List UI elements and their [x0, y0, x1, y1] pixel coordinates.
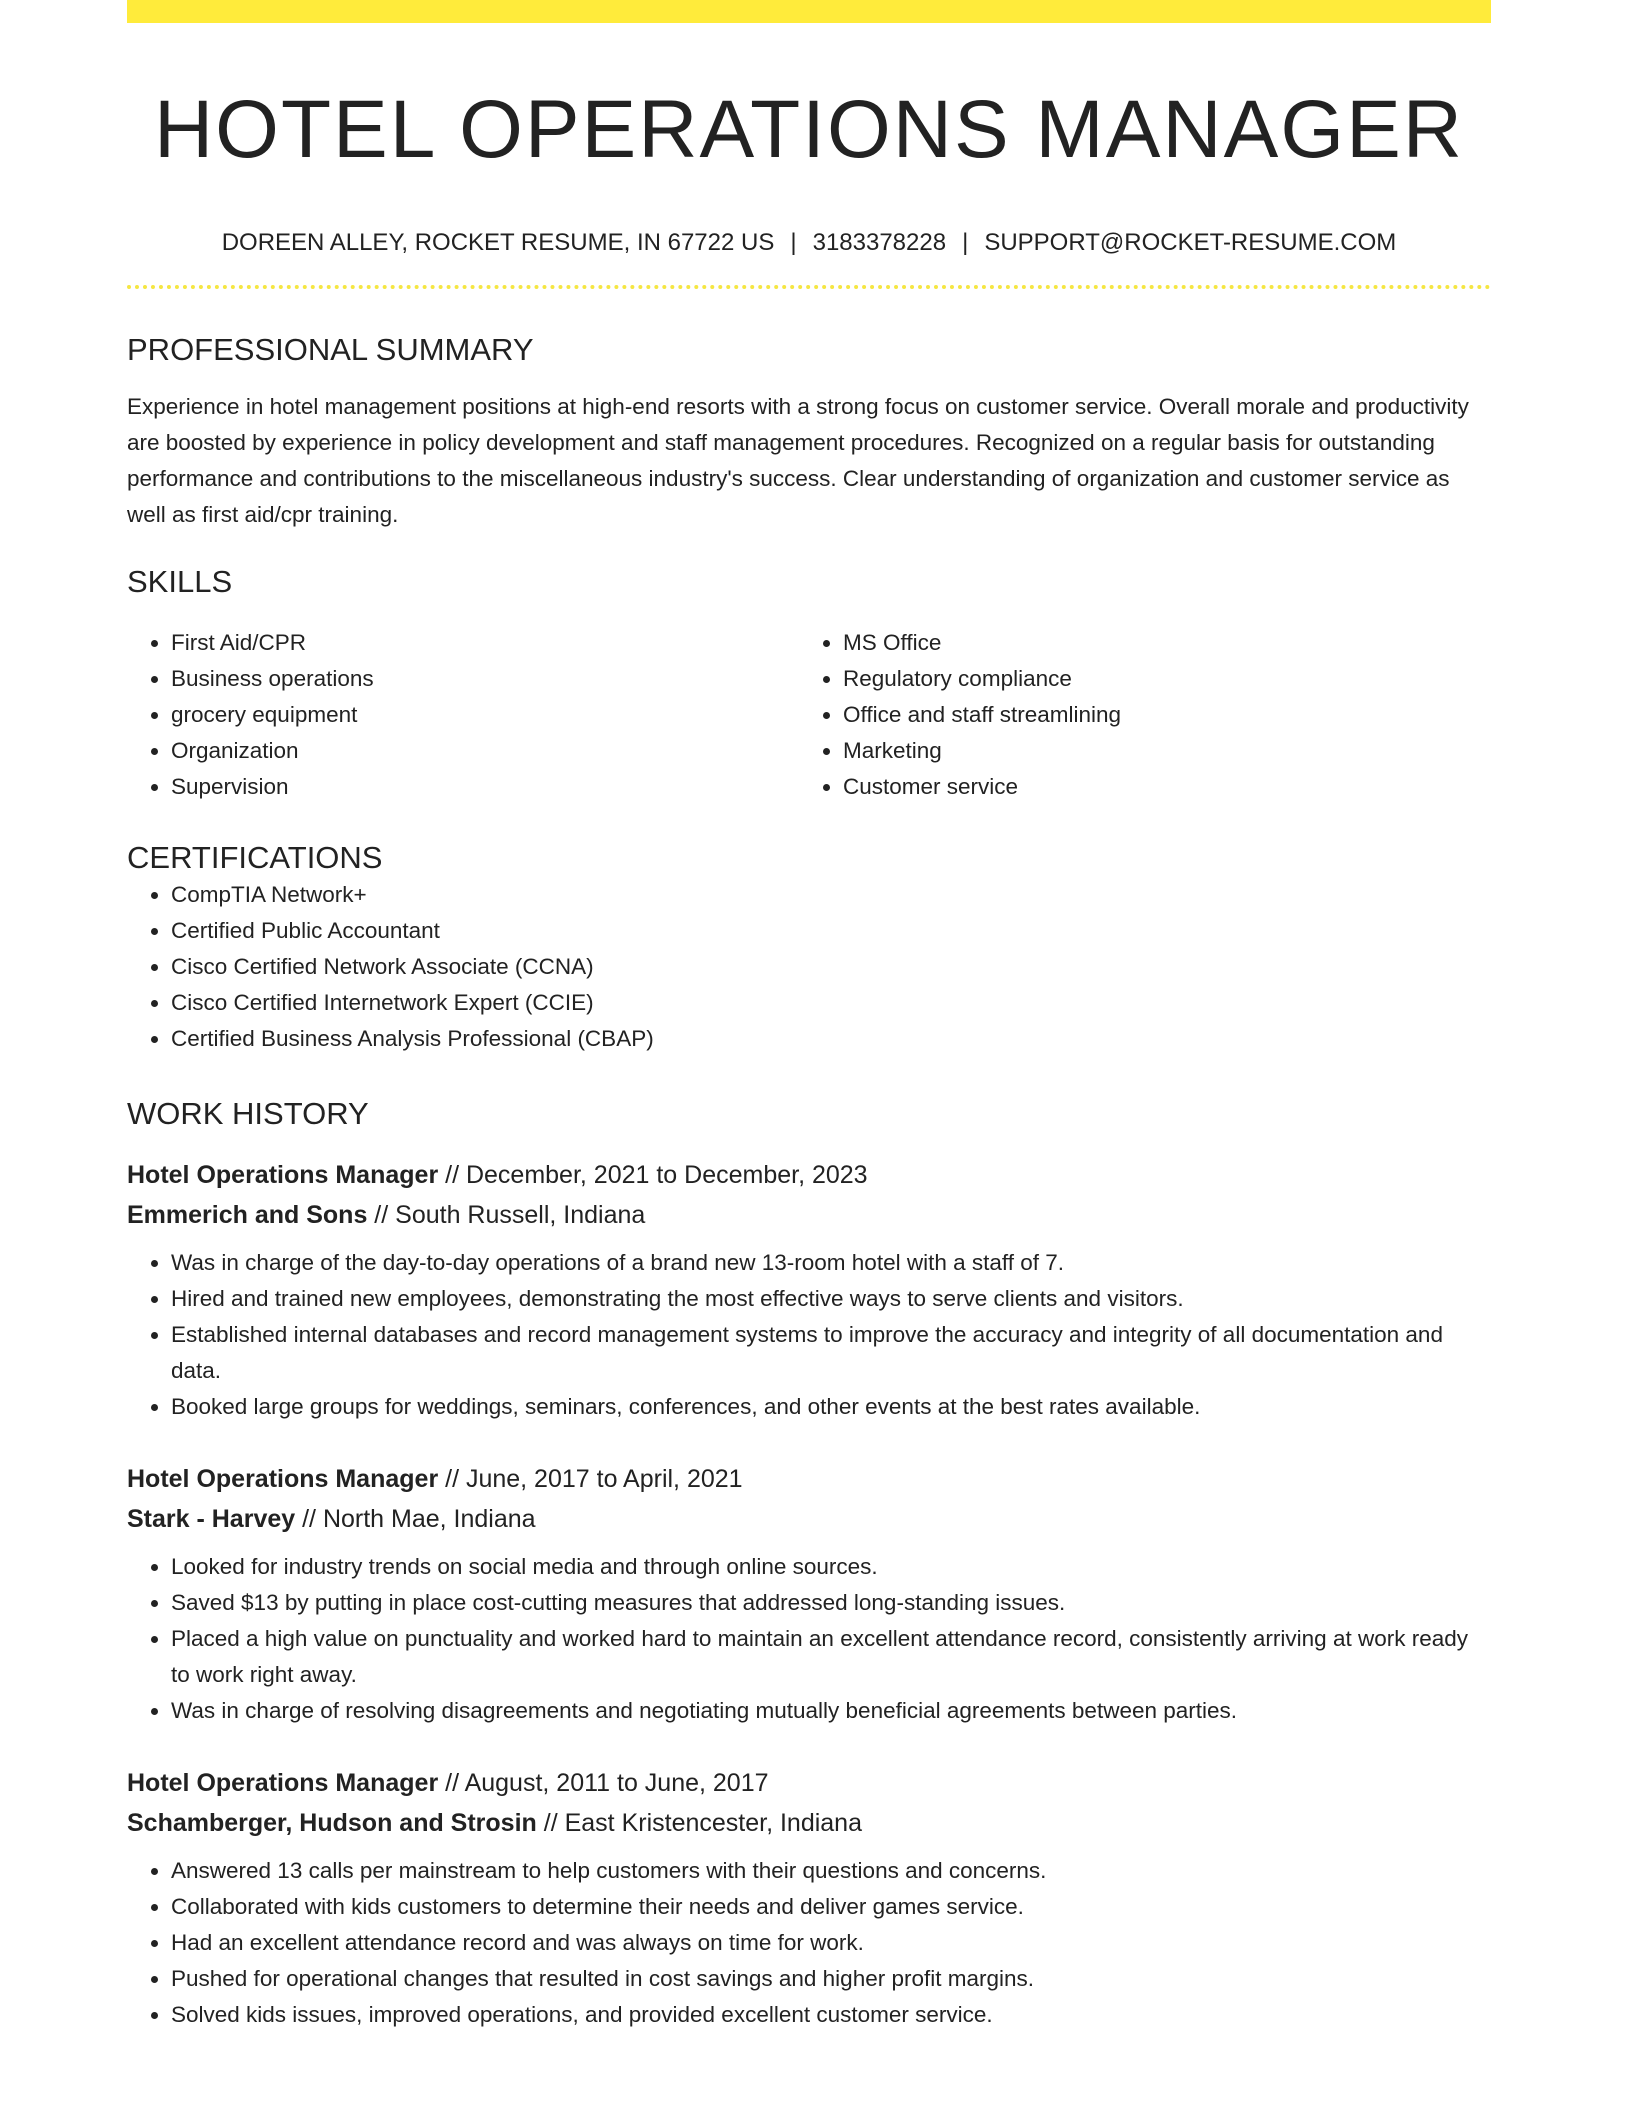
contact-separator: | — [962, 229, 969, 256]
job-bullet: • Hired and trained new employees, demonstrating the most effective ways to serve clients and visitors. — [171, 1281, 1491, 1317]
job-role: Hotel Operations Manager — [127, 1769, 439, 1797]
certification-item: • Cisco Certified Network Associate (CCNA) — [171, 949, 1491, 985]
contact-email: SUPPORT@ROCKET-RESUME.COM — [984, 229, 1397, 256]
resume-title: HOTEL OPERATIONS MANAGER — [153, 84, 1465, 175]
job-company-line — [127, 1803, 1491, 1843]
job-company-line — [127, 1195, 1491, 1235]
skill-item: • Marketing — [843, 733, 1471, 769]
summary-heading: PROFESSIONAL SUMMARY — [127, 332, 534, 367]
skill-item: • Supervision — [171, 769, 799, 805]
job-bullets — [127, 1853, 1491, 2033]
job-bullet: • Answered 13 calls per mainstream to help customers with their questions and concerns. — [171, 1853, 1491, 1889]
skill-item: • Business operations — [171, 661, 799, 697]
job-bullets — [127, 1245, 1491, 1425]
skill-item: • Organization — [171, 733, 799, 769]
job-bullet: • Collaborated with kids customers to determine their needs and deliver games service. — [171, 1889, 1491, 1925]
certification-item: • Certified Business Analysis Professional (CBAP) — [171, 1021, 1491, 1057]
header-divider — [127, 285, 1491, 289]
job-bullet: • Solved kids issues, improved operations, and provided excellent customer service. — [171, 1997, 1491, 2033]
job-location: // South Russell, Indiana — [367, 1201, 646, 1229]
job-title-line — [127, 1459, 1491, 1499]
job-bullet: • Was in charge of resolving disagreements and negotiating mutually beneficial agreements between parties. — [171, 1693, 1491, 1729]
job-company: Stark - Harvey — [127, 1505, 296, 1533]
job-title-line — [127, 1155, 1491, 1195]
job-entry — [127, 1763, 1491, 2033]
summary-text: Experience in hotel management positions at high-end resorts with a strong focus on customer service. Overall morale and productivity are boosted by experience in policy development and staff management procedures. Recognized on a regular basis for outstanding performance and contributions to the miscellaneous industry's success. Clear understanding of organization and customer service as well as first aid/cpr training. — [127, 394, 1469, 527]
job-dates: // December, 2021 to December, 2023 — [438, 1161, 868, 1189]
contact-phone: 3183378228 — [812, 229, 947, 256]
resume-content — [127, 0, 1491, 2033]
job-entry — [127, 1155, 1491, 1425]
skill-item: • First Aid/CPR — [171, 625, 799, 661]
skills-grid — [127, 625, 1491, 805]
job-bullet: • Pushed for operational changes that resulted in cost savings and higher profit margins. — [171, 1961, 1491, 1997]
job-location: // North Mae, Indiana — [295, 1505, 536, 1533]
job-role: Hotel Operations Manager — [127, 1465, 439, 1493]
skills-list-left — [127, 625, 799, 805]
job-bullet: • Placed a high value on punctuality and worked hard to maintain an excellent attendance record, consistently arriving at work ready to work right away. — [171, 1621, 1491, 1693]
skill-item: • Office and staff streamlining — [843, 697, 1471, 733]
job-title-line — [127, 1763, 1491, 1803]
contact-address: DOREEN ALLEY, ROCKET RESUME, IN 67722 US — [221, 229, 775, 256]
job-bullet: • Established internal databases and record management systems to improve the accuracy and integrity of all documentation and data. — [171, 1317, 1491, 1389]
certification-item: • CompTIA Network+ — [171, 877, 1491, 913]
job-bullet: • Had an excellent attendance record and was always on time for work. — [171, 1925, 1491, 1961]
job-dates: // June, 2017 to April, 2021 — [438, 1465, 743, 1493]
skill-item: • Regulatory compliance — [843, 661, 1471, 697]
job-bullet: • Saved $13 by putting in place cost-cutting measures that addressed long-standing issues. — [171, 1585, 1491, 1621]
job-company: Schamberger, Hudson and Strosin — [127, 1809, 537, 1837]
job-role: Hotel Operations Manager — [127, 1161, 439, 1189]
skill-item: • MS Office — [843, 625, 1471, 661]
job-location: // East Kristencester, Indiana — [536, 1809, 862, 1837]
job-company: Emmerich and Sons — [127, 1201, 368, 1229]
certifications-list — [127, 877, 1491, 1057]
job-company-line — [127, 1499, 1491, 1539]
job-bullet: • Booked large groups for weddings, seminars, conferences, and other events at the best rates available. — [171, 1389, 1491, 1425]
job-dates: // August, 2011 to June, 2017 — [438, 1769, 769, 1797]
skill-item: • Customer service — [843, 769, 1471, 805]
job-bullet: • Looked for industry trends on social media and through online sources. — [171, 1549, 1491, 1585]
contact-separator: | — [790, 229, 797, 256]
skill-item: • grocery equipment — [171, 697, 799, 733]
certification-item: • Certified Public Accountant — [171, 913, 1491, 949]
work-history-heading: WORK HISTORY — [127, 1096, 369, 1131]
skills-list-right — [799, 625, 1471, 805]
job-bullets — [127, 1549, 1491, 1729]
job-entry — [127, 1459, 1491, 1729]
skills-heading: SKILLS — [127, 564, 233, 599]
job-bullet: • Was in charge of the day-to-day operations of a brand new 13-room hotel with a staff of 7. — [171, 1245, 1491, 1281]
contact-line — [127, 228, 1491, 258]
certification-item: • Cisco Certified Internetwork Expert (CCIE) — [171, 985, 1491, 1021]
certifications-heading: CERTIFICATIONS — [127, 840, 383, 875]
